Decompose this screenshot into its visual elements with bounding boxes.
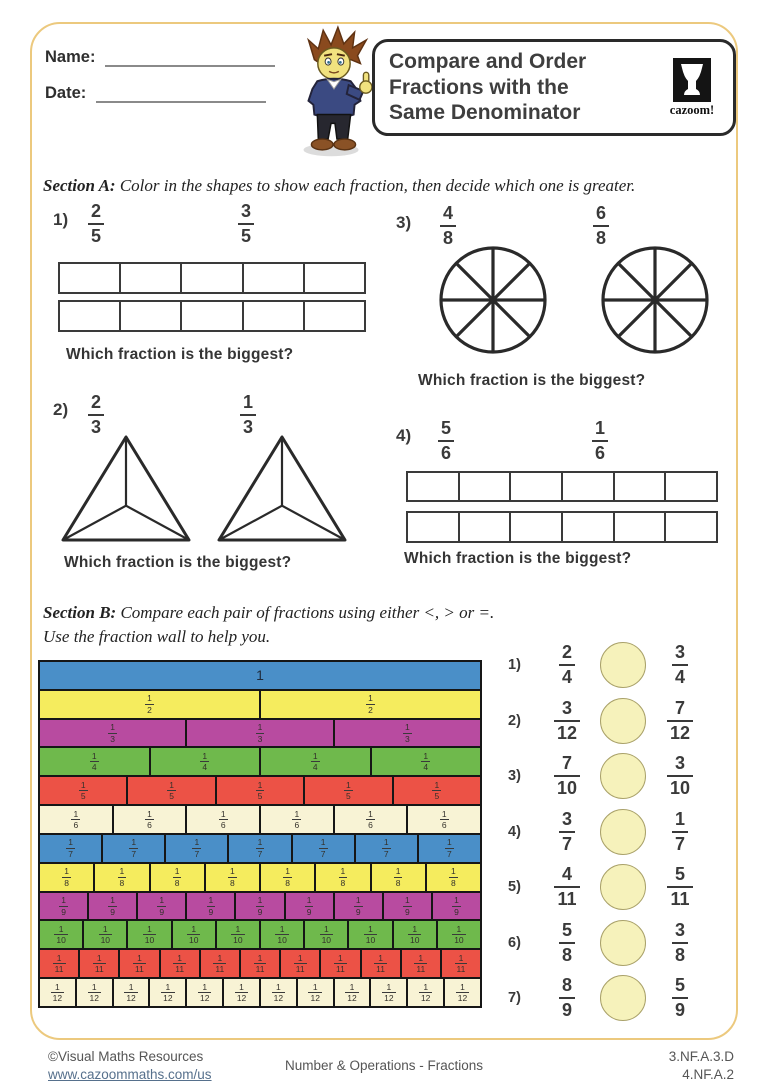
wall-fraction: 1 7 (131, 837, 137, 859)
left-fraction: $\frac{3}{12}$ (554, 698, 580, 743)
wall-fraction: 1 12 (126, 981, 136, 1004)
wall-row-1-7 (40, 835, 480, 864)
wall-cell (84, 921, 128, 948)
wall-fraction: 1 2 (147, 693, 152, 715)
wall-fraction: 1 12 (236, 981, 247, 1004)
bar-cell[interactable] (244, 302, 305, 330)
wall-row-1-11 (40, 950, 480, 979)
bar-cell[interactable] (121, 302, 182, 330)
wall-cell (217, 777, 305, 804)
wall-cell (394, 921, 438, 948)
wall-fraction: 1 11 (94, 952, 104, 975)
wall-cell (408, 979, 445, 1006)
left-fraction: $\frac{7}{10}$ (554, 753, 580, 798)
fraction-bar (58, 300, 366, 332)
wall-cell (151, 864, 206, 891)
wall-cell (114, 806, 188, 833)
wall-cell (372, 864, 427, 891)
wall-cell (316, 864, 371, 891)
wall-cell (305, 777, 393, 804)
wall-fraction: 1 6 (147, 808, 152, 831)
wall-cell (128, 777, 216, 804)
standard-code: 3.NF.A.3.D (668, 1049, 734, 1064)
bar-cell[interactable] (666, 473, 716, 500)
wall-fraction: 1 4 (202, 750, 208, 773)
wall-cell (372, 748, 481, 775)
bar-cell[interactable] (615, 473, 667, 500)
bar-cell[interactable] (408, 513, 460, 541)
wall-cell (103, 835, 166, 862)
wall-cell (161, 950, 201, 977)
wall-cell (286, 893, 335, 920)
question-text: Which fraction is the biggest? (64, 554, 292, 571)
bar-cell[interactable] (60, 264, 121, 292)
left-fraction: $\frac{8}{9}$ (559, 975, 575, 1020)
worksheet-title: Compare and Order Fractions with the Same Denominator (389, 50, 587, 125)
right-fraction: $\frac{3}{4}$ (672, 642, 688, 687)
wall-fraction: 1 12 (347, 981, 357, 1004)
boy-pants (317, 115, 350, 140)
wall-fraction: 1 9 (404, 895, 410, 917)
wall-cell (362, 950, 402, 977)
wall-cell (128, 921, 172, 948)
wall-cell (40, 777, 128, 804)
wall-cell (402, 950, 442, 977)
wall-fraction: 1 2 (368, 693, 373, 715)
wall-fraction: 1 12 (199, 981, 210, 1004)
bar-cell[interactable] (615, 513, 667, 541)
wall-cell (261, 979, 298, 1006)
wall-fraction: 1 9 (257, 895, 263, 917)
wall-cell (384, 893, 433, 920)
bar-cell[interactable] (182, 302, 243, 330)
answer-circle[interactable] (600, 920, 646, 966)
wall-cell (438, 921, 480, 948)
wall-cell (335, 893, 384, 920)
wall-cell (40, 950, 80, 977)
wall-cell (95, 864, 150, 891)
wall-cell (293, 835, 356, 862)
wall-cell (151, 748, 262, 775)
compare-problem-5 (508, 862, 750, 912)
wall-fraction: 1 12 (310, 981, 320, 1004)
wall-cell (394, 777, 480, 804)
wall-row-1-8 (40, 864, 480, 893)
wall-cell (229, 835, 292, 862)
footer-standards (669, 1048, 734, 1084)
left-fraction: $\frac{2}{3}$ (88, 392, 104, 437)
wall-cell (241, 950, 281, 977)
wall-fraction: 1 8 (340, 866, 346, 888)
wall-fraction: 1 10 (56, 923, 66, 946)
bar-cell[interactable] (305, 264, 364, 292)
wall-cell (40, 835, 103, 862)
wall-fraction: 1 4 (312, 750, 318, 773)
left-fraction: $\frac{4}{8}$ (440, 203, 456, 248)
problem-number: 7) (508, 990, 521, 1006)
wall-fraction: 1 7 (447, 837, 452, 859)
date-input-line[interactable] (96, 86, 266, 103)
wall-fraction: 1 11 (416, 952, 426, 975)
wall-cell (236, 893, 285, 920)
wall-cell (40, 864, 95, 891)
circle-diagram[interactable] (438, 245, 548, 355)
wall-cell (40, 748, 151, 775)
wall-fraction: 1 4 (91, 750, 97, 773)
wall-cell (187, 979, 224, 1006)
right-fraction: $\frac{1}{6}$ (592, 418, 608, 463)
wall-fraction: 1 11 (295, 952, 305, 975)
wall-fraction: 1 12 (273, 981, 284, 1004)
wall-cell (120, 950, 160, 977)
wall-cell (335, 720, 480, 747)
problem-number: 4) (396, 426, 412, 445)
wall-cell (281, 950, 321, 977)
wall-fraction: 1 10 (188, 923, 199, 946)
question-text: Which fraction is the biggest? (418, 372, 646, 389)
website-link[interactable]: www.cazoommaths.com/us (48, 1067, 212, 1083)
bar-cell[interactable] (460, 473, 512, 500)
wall-fraction: 1 10 (100, 923, 111, 946)
compare-problem-3 (508, 751, 750, 801)
wall-fraction: 1 5 (169, 779, 174, 802)
wall-row-1-3 (40, 720, 480, 749)
right-fraction: $\frac{3}{8}$ (672, 920, 688, 965)
wall-fraction: 1 6 (441, 808, 447, 831)
wall-fraction: 1 5 (346, 779, 351, 802)
bar-cell[interactable] (511, 473, 563, 500)
answer-circle[interactable] (600, 864, 646, 910)
wall-fraction: 1 9 (159, 895, 165, 917)
wall-cell (80, 950, 120, 977)
wall-fraction: 1 8 (119, 866, 125, 888)
bar-cell[interactable] (60, 302, 121, 330)
right-fraction: $\frac{3}{10}$ (667, 753, 693, 798)
compare-problem-7 (508, 973, 750, 1023)
wall-cell (40, 662, 480, 689)
left-fraction: $\frac{5}{8}$ (559, 920, 575, 965)
wall-fraction: 1 9 (61, 895, 66, 917)
wall-fraction: 1 10 (233, 923, 243, 946)
wall-cell (224, 979, 261, 1006)
wall-fraction: 1 11 (175, 952, 185, 975)
footer-topic: Number & Operations - Fractions (284, 1058, 484, 1073)
wall-cell (206, 864, 261, 891)
wall-cell (349, 921, 393, 948)
bar-cell[interactable] (182, 264, 243, 292)
problem-number: 1) (53, 210, 69, 229)
fraction-bar (406, 511, 718, 543)
wall-cell (261, 748, 372, 775)
wall-fraction: 1 12 (457, 981, 468, 1004)
wall-fraction: 1 4 (423, 750, 429, 773)
wall-cell (40, 806, 114, 833)
triangle-diagram[interactable] (60, 434, 192, 544)
wall-row-1-9 (40, 893, 480, 922)
right-fraction: $\frac{6}{8}$ (593, 203, 609, 248)
bar-cell[interactable] (460, 513, 512, 541)
right-fraction: $\frac{1}{7}$ (672, 809, 688, 854)
problem-number: 1) (508, 657, 521, 673)
compare-problem-4 (508, 807, 750, 857)
wall-fraction: 1 9 (355, 895, 361, 917)
wall-fraction: 1 6 (220, 808, 226, 831)
answer-circle[interactable] (600, 975, 646, 1021)
left-fraction: $\frac{5}{6}$ (438, 418, 454, 463)
wall-fraction: 1 9 (306, 895, 312, 917)
bar-cell[interactable] (305, 302, 364, 330)
bar-cell[interactable] (244, 264, 305, 292)
wall-fraction: 1 10 (454, 923, 464, 946)
triangle-diagram[interactable] (216, 434, 348, 544)
wall-cell (335, 979, 372, 1006)
wall-cell (261, 921, 305, 948)
problem-number: 2) (508, 713, 521, 729)
wall-cell (40, 979, 77, 1006)
compare-problem-2 (508, 696, 750, 746)
section-b-heading-line2: Use the fraction wall to help you. (43, 627, 271, 646)
copyright-text: ©Visual Maths Resources (48, 1049, 204, 1064)
right-fraction: $\frac{7}{12}$ (667, 698, 693, 743)
wall-fraction: 1 9 (208, 895, 214, 917)
wall-fraction: 1 7 (320, 837, 326, 859)
wall-fraction: 1 11 (215, 952, 225, 975)
wall-fraction: 1 12 (420, 981, 431, 1004)
problem-number: 4) (508, 824, 521, 840)
wall-cell (173, 921, 217, 948)
problem-number: 5) (508, 879, 521, 895)
wall-cell (445, 979, 480, 1006)
left-fraction: $\frac{2}{4}$ (559, 642, 575, 687)
wall-cell (150, 979, 187, 1006)
wall-fraction: 1 10 (409, 923, 420, 946)
wall-cell (335, 806, 409, 833)
fraction-wall (38, 660, 482, 1008)
wall-cell (166, 835, 229, 862)
wall-fraction: 1 3 (257, 722, 263, 744)
right-fraction: $\frac{5}{9}$ (672, 975, 688, 1020)
answer-circle[interactable] (600, 809, 646, 855)
bar-cell[interactable] (666, 513, 716, 541)
wall-fraction: 1 11 (456, 952, 466, 975)
wall-fraction: 1 6 (368, 808, 373, 831)
wall-cell (40, 921, 84, 948)
wall-fraction: 1 5 (80, 779, 86, 802)
right-fraction: $\frac{3}{5}$ (238, 201, 254, 246)
wall-fraction: 1 6 (73, 808, 79, 831)
cazoom-drum-icon (673, 58, 711, 102)
wall-fraction: 1 11 (335, 952, 345, 975)
date-row (45, 84, 266, 103)
answer-circle[interactable] (600, 753, 646, 799)
wall-cell (77, 979, 114, 1006)
wall-cell (321, 950, 361, 977)
wall-cell (356, 835, 419, 862)
wall-row-1-10 (40, 921, 480, 950)
bar-cell[interactable] (563, 513, 615, 541)
question-text: Which fraction is the biggest? (404, 550, 632, 567)
wall-cell (187, 893, 236, 920)
wall-fraction: 1 8 (395, 866, 401, 888)
wall-fraction: 1 12 (384, 981, 394, 1004)
wall-fraction: 1 10 (365, 923, 376, 946)
wall-cell (114, 979, 151, 1006)
wall-cell (261, 806, 335, 833)
bar-cell[interactable] (408, 473, 460, 500)
question-text: Which fraction is the biggest? (66, 346, 294, 363)
name-label: Name: (45, 48, 96, 66)
left-fraction: $\frac{3}{7}$ (559, 809, 575, 854)
wall-fraction: 1 10 (277, 923, 287, 946)
section-b-heading: Section B: Compare each pair of fractions using either <, > or =. (43, 603, 495, 622)
title-box (372, 39, 736, 136)
wall-cell (261, 864, 316, 891)
wall-cell (89, 893, 138, 920)
wall-fraction: 1 7 (257, 837, 263, 859)
wall-fraction: 1 10 (144, 923, 155, 946)
wall-fraction: 1 10 (321, 923, 332, 946)
wall-fraction: 1 11 (135, 952, 144, 975)
wall-fraction: 1 9 (110, 895, 116, 917)
wall-row-1-12 (40, 979, 480, 1006)
wall-fraction: 1 7 (194, 837, 200, 859)
boy-face (318, 48, 350, 79)
wall-fraction: 1 6 (294, 808, 300, 831)
wall-fraction: 1 8 (64, 866, 69, 888)
right-fraction: $\frac{1}{3}$ (240, 392, 256, 437)
cazoom-logo (661, 58, 723, 118)
wall-fraction: 1 3 (110, 722, 116, 744)
wall-cell (427, 864, 480, 891)
wall-cell (442, 950, 480, 977)
section-a-heading: Section A: Color in the shapes to show each fraction, then decide which one is greater. (43, 176, 636, 195)
wall-cell (187, 720, 334, 747)
bar-cell[interactable] (121, 264, 182, 292)
wall-fraction: 1 11 (54, 952, 64, 975)
wall-fraction: 1 7 (68, 837, 73, 859)
bar-cell[interactable] (563, 473, 615, 500)
wall-fraction: 1 5 (434, 779, 440, 802)
wall-cell (408, 806, 480, 833)
wall-fraction: 1 8 (451, 866, 456, 888)
wall-row-1-5 (40, 777, 480, 806)
problem-number: 6) (508, 935, 521, 951)
problem-number: 3) (396, 213, 412, 232)
wall-fraction: 1 12 (89, 981, 99, 1004)
wall-label: 1 (256, 667, 264, 684)
bar-cell[interactable] (511, 513, 563, 541)
compare-problem-6 (508, 918, 750, 968)
date-label: Date: (45, 84, 87, 102)
wall-cell (201, 950, 241, 977)
wall-fraction: 1 5 (257, 779, 263, 802)
wall-cell (298, 979, 335, 1006)
wall-cell (187, 806, 261, 833)
wall-cell (261, 691, 480, 718)
wall-cell (217, 921, 261, 948)
name-row (45, 48, 275, 67)
fraction-bar (58, 262, 366, 294)
wall-cell (371, 979, 408, 1006)
circle-diagram[interactable] (600, 245, 710, 355)
wall-fraction: 1 12 (52, 981, 63, 1004)
answer-circle[interactable] (600, 698, 646, 744)
problem-number: 2) (53, 400, 69, 419)
wall-cell (40, 691, 261, 718)
wall-cell (433, 893, 480, 920)
wall-fraction: 1 12 (163, 981, 173, 1004)
wall-row-1-6 (40, 806, 480, 835)
left-fraction: $\frac{4}{11}$ (554, 864, 579, 909)
wall-fraction: 1 8 (230, 866, 235, 888)
name-input-line[interactable] (105, 50, 275, 67)
wall-row-1-4 (40, 748, 480, 777)
cazoom-logo-text: cazoom! (669, 102, 715, 117)
wall-fraction: 1 8 (174, 866, 180, 888)
compare-problem-1 (508, 640, 750, 690)
wall-row-1-1 (40, 662, 480, 691)
wall-cell (138, 893, 187, 920)
wall-cell (40, 893, 89, 920)
fraction-bar (406, 471, 718, 502)
wall-fraction: 1 3 (404, 722, 410, 744)
right-fraction: $\frac{5}{11}$ (667, 864, 692, 909)
wall-cell (40, 720, 187, 747)
problem-number: 3) (508, 768, 521, 784)
wall-fraction: 1 11 (255, 952, 265, 975)
wall-fraction: 1 8 (285, 866, 290, 888)
wall-row-1-2 (40, 691, 480, 720)
wall-fraction: 1 7 (383, 837, 389, 859)
wall-cell (305, 921, 349, 948)
left-fraction: $\frac{2}{5}$ (88, 201, 104, 246)
standard-code: 4.NF.A.2 (682, 1067, 734, 1083)
wall-fraction: 1 11 (376, 952, 385, 975)
answer-circle[interactable] (600, 642, 646, 688)
wall-fraction: 1 9 (454, 895, 459, 917)
boy-mascot-illustration (282, 24, 384, 158)
wall-cell (419, 835, 480, 862)
